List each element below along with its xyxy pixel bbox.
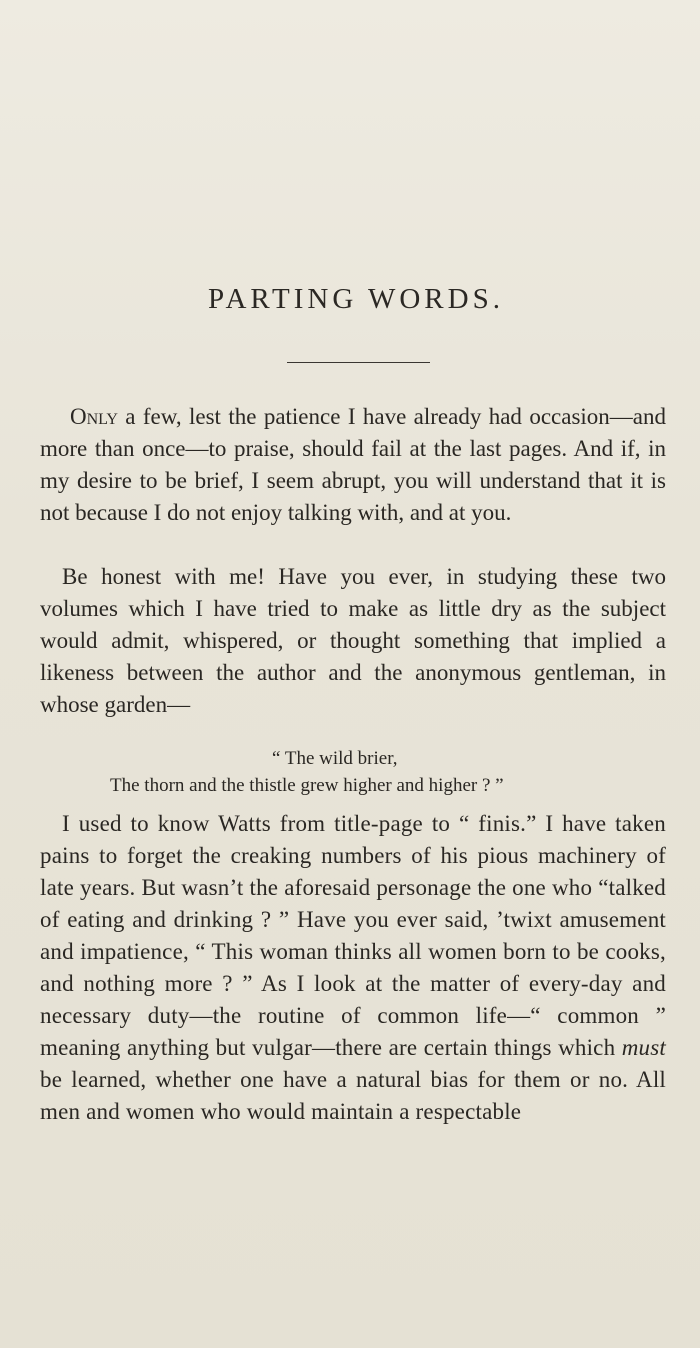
paragraph-1-lead: Only — [70, 404, 118, 429]
paragraph-3-text-after: be learned, whether one have a natural bias for them or no. All men and women who would maintain a respectable — [40, 1067, 666, 1124]
paragraph-1-text: a few, lest the patience I have already had occasion—and more than once—to praise, should fail at the last pages. And if, in my desire to be brief, I seem abrupt, you will understand that it is not because I do not enjoy talking with, and at you. — [40, 404, 666, 525]
title-divider — [287, 362, 430, 363]
verse-quotation — [110, 745, 610, 799]
page-title: PARTING WORDS. — [208, 283, 504, 315]
paragraph-1 — [40, 401, 666, 529]
paragraph-3-text-before: I used to know Watts from title-page to “ finis.” I have taken pains to forget the creaking numbers of his pious machinery of late years. But wasn’t the aforesaid personage the one who “talked of eating and drinking ? ” Have you ever said, ’twixt amusement and impatience, “ This woman thinks all women born to be cooks, and nothing more ? ” As I look at the matter of every-day and necessary duty—the routine of common life—“ common ” meaning anything but vulgar—there are certain things which — [40, 811, 666, 1060]
paragraph-3-emphasis: must — [621, 1035, 666, 1060]
verse-line-1: “ The wild brier, — [272, 748, 398, 769]
paragraph-2: Be honest with me! Have you ever, in studying these two volumes which I have tried to make as little dry as the subject would admit, whispered, or thought something that implied a likeness between the author and the anonymous gentleman, in whose garden— — [40, 564, 666, 717]
paragraph-3 — [40, 808, 666, 1128]
verse-line-2: The thorn and the thistle grew higher and higher ? ” — [110, 775, 504, 796]
